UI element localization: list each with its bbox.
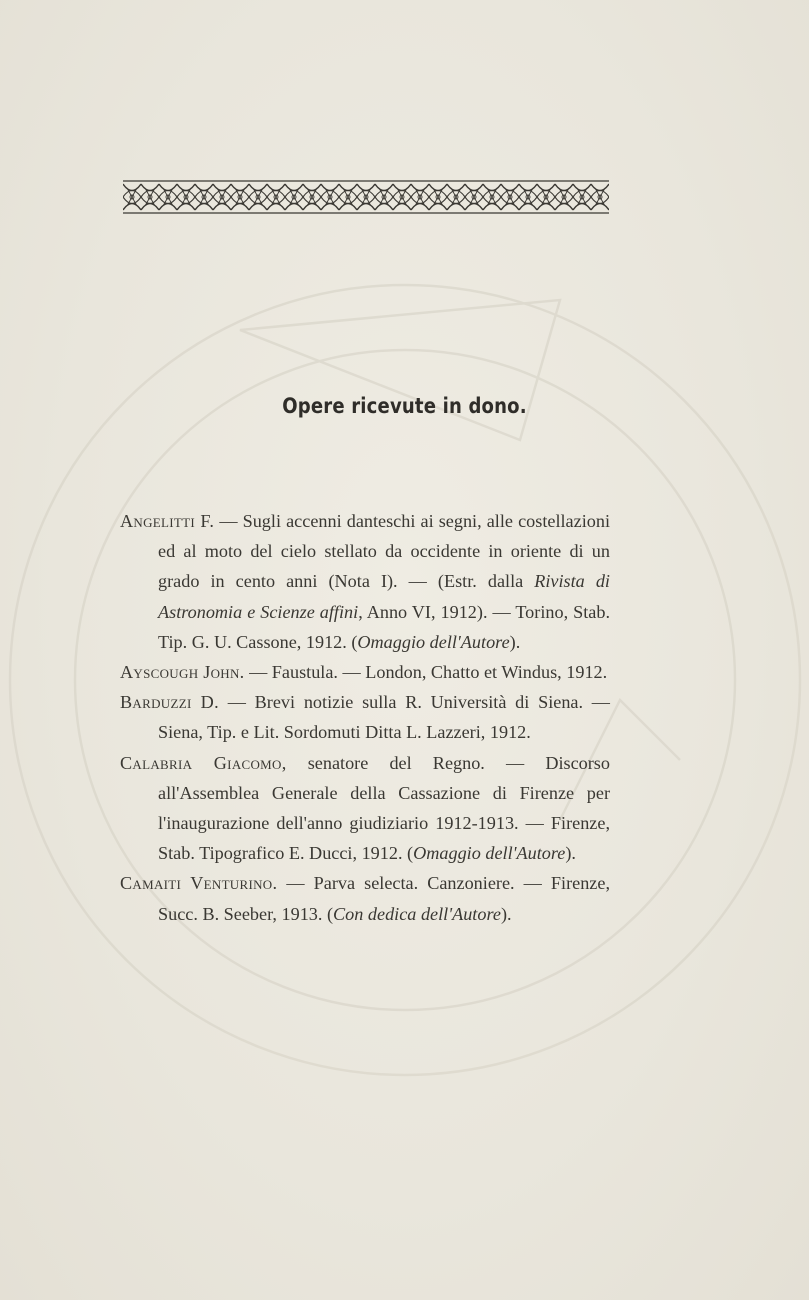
entry-note: Con dedica dell'Autore (333, 903, 501, 924)
entry-text: ). (509, 631, 521, 652)
entry-author: Calabria Giacomo, (120, 752, 287, 773)
entry-text: senatore del Regno. — Discorso all'Assemblea Generale della Cassazione di Firenze per l'inaugurazione dell'anno giudiziario 1912-1913. — Firenze, Stab. Tipografico E. Ducci, 1912. ( (158, 752, 610, 864)
entry-author: Ayscough John. (120, 662, 245, 683)
bibliography-entry (120, 506, 610, 657)
entry-note: Omaggio dell'Autore (413, 843, 566, 864)
entry-text: — Brevi notizie sulla R. Università di Siena. — Siena, Tip. e Lit. Sordomuti Ditta L. Lazzeri, 1912. (158, 692, 610, 743)
entry-author: Barduzzi D. (120, 692, 219, 713)
bibliography-list (120, 506, 610, 929)
entry-text: — Parva selecta. Canzoniere. — Firenze, Succ. B. Seeber, 1913. ( (158, 873, 610, 924)
entry-note: Omaggio dell'Autore (357, 631, 510, 652)
bibliography-entry (120, 687, 610, 747)
bibliography-entry (120, 868, 610, 928)
entry-author: Angelitti F. (120, 511, 215, 531)
entry-text: , Anno VI, 1912). — Torino, Stab. Tip. G. U. Cassone, 1912. ( (158, 601, 610, 652)
bibliography-entry (120, 657, 610, 687)
entry-journal-title: Rivista di Astronomia e Scienze affini (158, 571, 610, 622)
bibliography-entry (120, 748, 610, 869)
entry-text: — Faustula. — London, Chatto et Windus, 1912. (244, 662, 608, 683)
entry-author: Camaiti Venturino. (120, 873, 278, 894)
entry-text: ). (500, 903, 512, 924)
decorative-border-ornament (123, 180, 609, 214)
entry-text: — Sugli accenni danteschi ai segni, alle costellazioni ed al moto del cielo stellato da occidente in oriente di un grado in cento anni (Nota I). — (Estr. dalla (158, 511, 610, 592)
page-title: Opere ricevute in dono. (282, 394, 527, 418)
entry-text: ). (565, 843, 576, 864)
